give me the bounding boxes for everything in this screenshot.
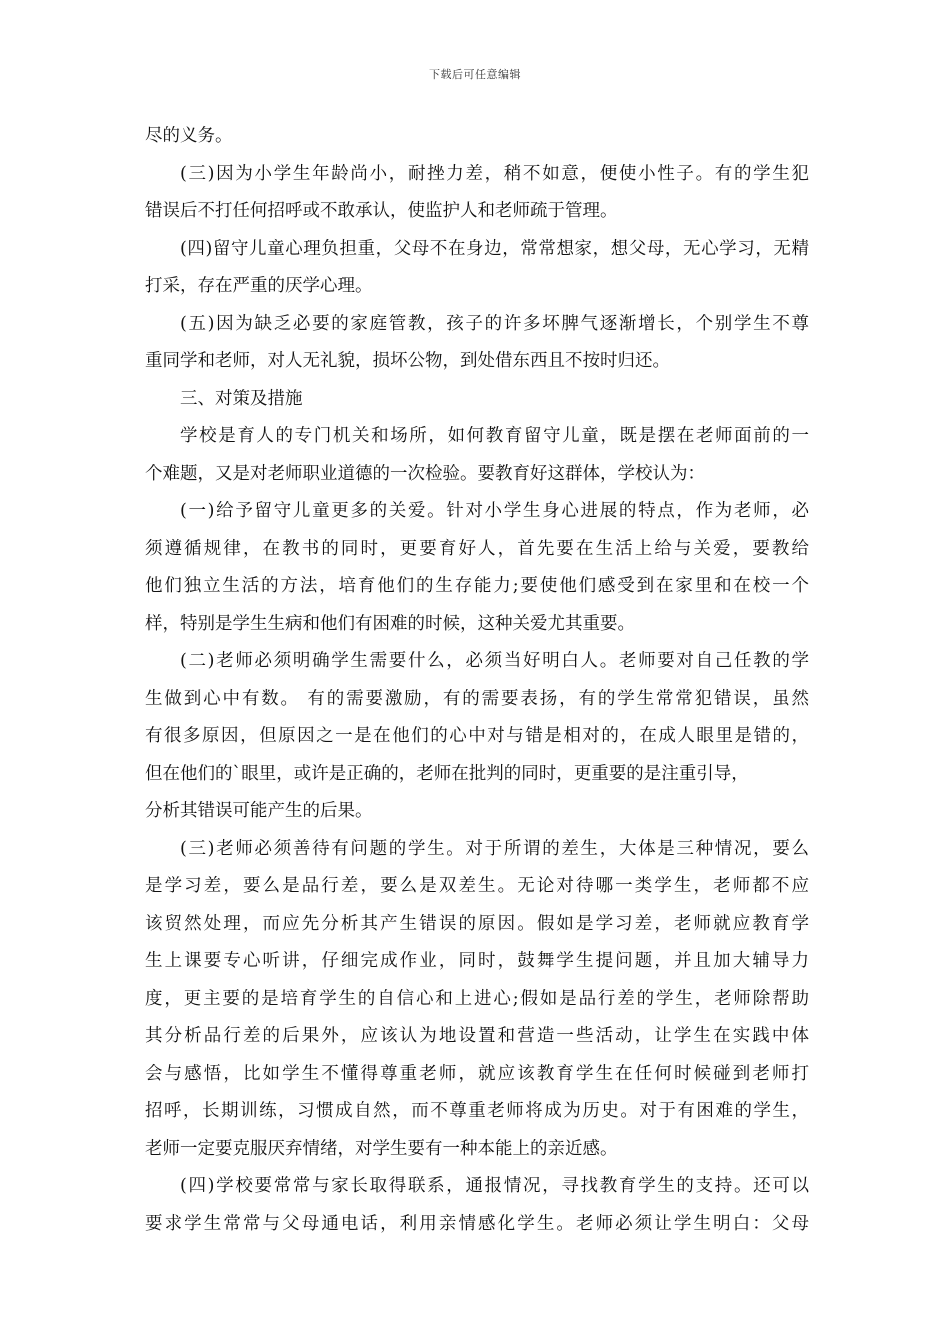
text-line: 但在他们的`眼里，或许是正确的，老师在批判的同时，更重要的是注重引导， xyxy=(145,763,749,784)
text-line: 错误后不打任何招呼或不敢承认，使监护人和老师疏于管理。 xyxy=(145,201,618,221)
paragraph-start-line: (三)因为小学生年龄尚小，耐挫力差，稍不如意，便使小性子。有的学生犯 xyxy=(180,163,809,184)
text-line: 其分析品行差的后果外，应该认为地设置和营造一些活动，让学生在实践中体 xyxy=(145,1026,809,1046)
paragraph-start-line: (一)给予留守儿童更多的关爱。针对小学生身心进展的特点，作为老师，必 xyxy=(180,501,809,521)
page-header: 下载后可任意编辑 xyxy=(429,68,521,81)
text-line: 生上课要专心听讲，仔细完成作业，同时，鼓舞学生提问题，并且加大辅导力 xyxy=(145,951,809,971)
text-line: 度，更主要的是培育学生的自信心和上进心;假如是品行差的学生，老师除帮助 xyxy=(145,988,809,1009)
text-line: 会与感悟，比如学生不懂得尊重老师，就应该教育学生在任何时候碰到老师打 xyxy=(145,1063,809,1084)
text-line: 重同学和老师，对人无礼貌，损坏公物，到处借东西且不按时归还。 xyxy=(145,351,670,371)
text-line: 招呼，长期训练，习惯成自然，而不尊重老师将成为历史。对于有困难的学生， xyxy=(145,1101,809,1121)
paragraph-start-line: (四)留守儿童心理负担重，父母不在身边，常常想家，想父母，无心学习，无精 xyxy=(180,238,809,259)
paragraph-start-line: (五)因为缺乏必要的家庭管教，孩子的许多坏脾气逐渐增长，个别学生不尊 xyxy=(180,313,809,334)
paragraph-start-line: (四)学校要常常与家长取得联系，通报情况，寻找教育学生的支持。还可以 xyxy=(180,1176,809,1196)
text-line: 该贸然处理，而应先分析其产生错误的原因。假如是学习差，老师就应教育学 xyxy=(145,913,809,934)
text-line: 须遵循规律，在教书的同时，更要育好人，首先要在生活上给与关爱，要教给 xyxy=(145,538,809,559)
text-line: 他们独立生活的方法，培育他们的生存能力;要使他们感受到在家里和在校一个 xyxy=(145,576,809,596)
paragraph-start-line: (三)老师必须善待有问题的学生。对于所谓的差生，大体是三种情况，要么 xyxy=(180,838,809,859)
text-line: 要求学生常常与父母通电话，利用亲情感化学生。老师必须让学生明白：父母 xyxy=(145,1213,809,1234)
text-line: 打采，存在严重的厌学心理。 xyxy=(145,276,373,296)
paragraph-start-line: 学校是育人的专门机关和场所，如何教育留守儿童，既是摆在老师面前的一 xyxy=(180,426,809,446)
text-line: 生做到心中有数。 有的需要激励，有的需要表扬，有的学生常常犯错误，虽然 xyxy=(145,688,809,709)
text-line: 分析其错误可能产生的后果。 xyxy=(145,801,373,821)
text-line: 有很多原因，但原因之一是在他们的心中对与错是相对的，在成人眼里是错的， xyxy=(145,726,809,746)
text-line: 老师一定要克服厌弃情绪，对学生要有一种本能上的亲近感。 xyxy=(145,1138,618,1159)
text-line: 个难题，又是对老师职业道德的一次检验。要教育好这群体，学校认为： xyxy=(145,463,705,484)
text-line: 尽的义务。 xyxy=(145,126,233,146)
paragraph-start-line: (二)老师必须明确学生需要什么，必须当好明白人。老师要对自己任教的学 xyxy=(180,651,809,671)
section-heading: 三、对策及措施 xyxy=(180,388,303,409)
text-line: 样，特别是学生生病和他们有困难的时候，这种关爱尤其重要。 xyxy=(145,613,635,634)
document-body xyxy=(145,118,809,1243)
text-line: 是学习差，要么是品行差，要么是双差生。无论对待哪一类学生，老师都不应 xyxy=(145,876,809,896)
